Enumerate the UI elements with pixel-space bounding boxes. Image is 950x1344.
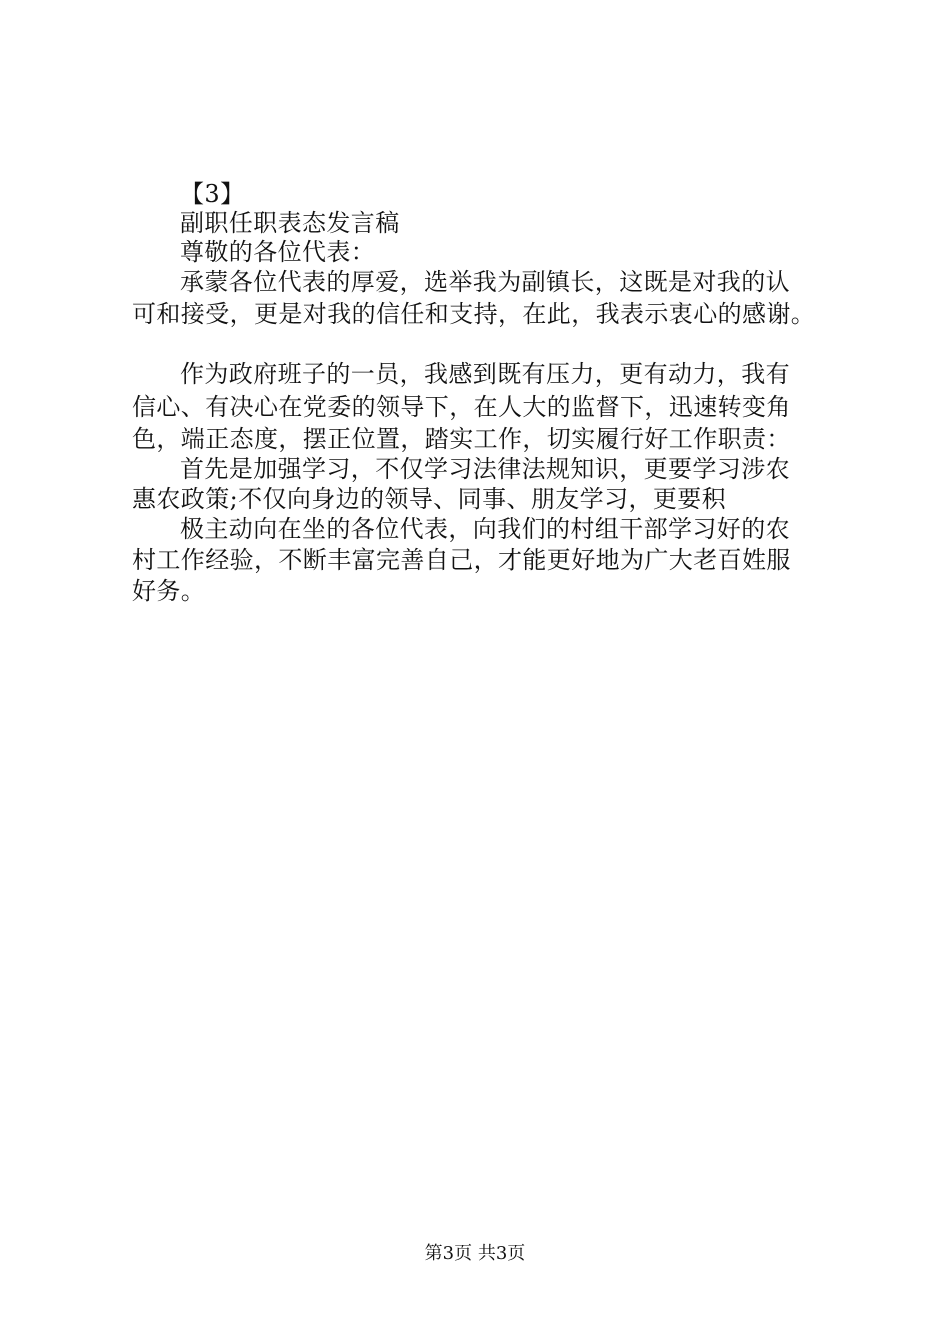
- section-marker: 【3】: [180, 180, 245, 208]
- paragraph-line: 极主动向在坐的各位代表，向我们的村组干部学习好的农: [180, 515, 790, 543]
- paragraph-line: 村工作经验，不断丰富完善自己，才能更好地为广大老百姓服: [132, 546, 791, 574]
- paragraph-line: 惠农政策;不仅向身边的领导、同事、朋友学习，更要积: [132, 485, 727, 513]
- paragraph-line: 好务。: [132, 577, 206, 605]
- document-title: 副职任职表态发言稿: [180, 209, 400, 237]
- paragraph-line: 作为政府班子的一员，我感到既有压力，更有动力，我有: [180, 360, 790, 388]
- salutation: 尊敬的各位代表：: [180, 238, 376, 266]
- page-indicator: 第3页 共3页: [424, 1243, 526, 1264]
- paragraph-line: 信心、有决心在党委的领导下，在人大的监督下，迅速转变角: [132, 393, 791, 421]
- paragraph-line: 色，端正态度，摆正位置，踏实工作，切实履行好工作职责：: [132, 425, 791, 453]
- paragraph-line: 可和接受，更是对我的信任和支持，在此，我表示衷心的感谢。: [132, 300, 816, 328]
- paragraph-line: 承蒙各位代表的厚爱，选举我为副镇长，这既是对我的认: [180, 268, 790, 296]
- paragraph-line: 首先是加强学习，不仅学习法律法规知识，更要学习涉农: [180, 455, 790, 483]
